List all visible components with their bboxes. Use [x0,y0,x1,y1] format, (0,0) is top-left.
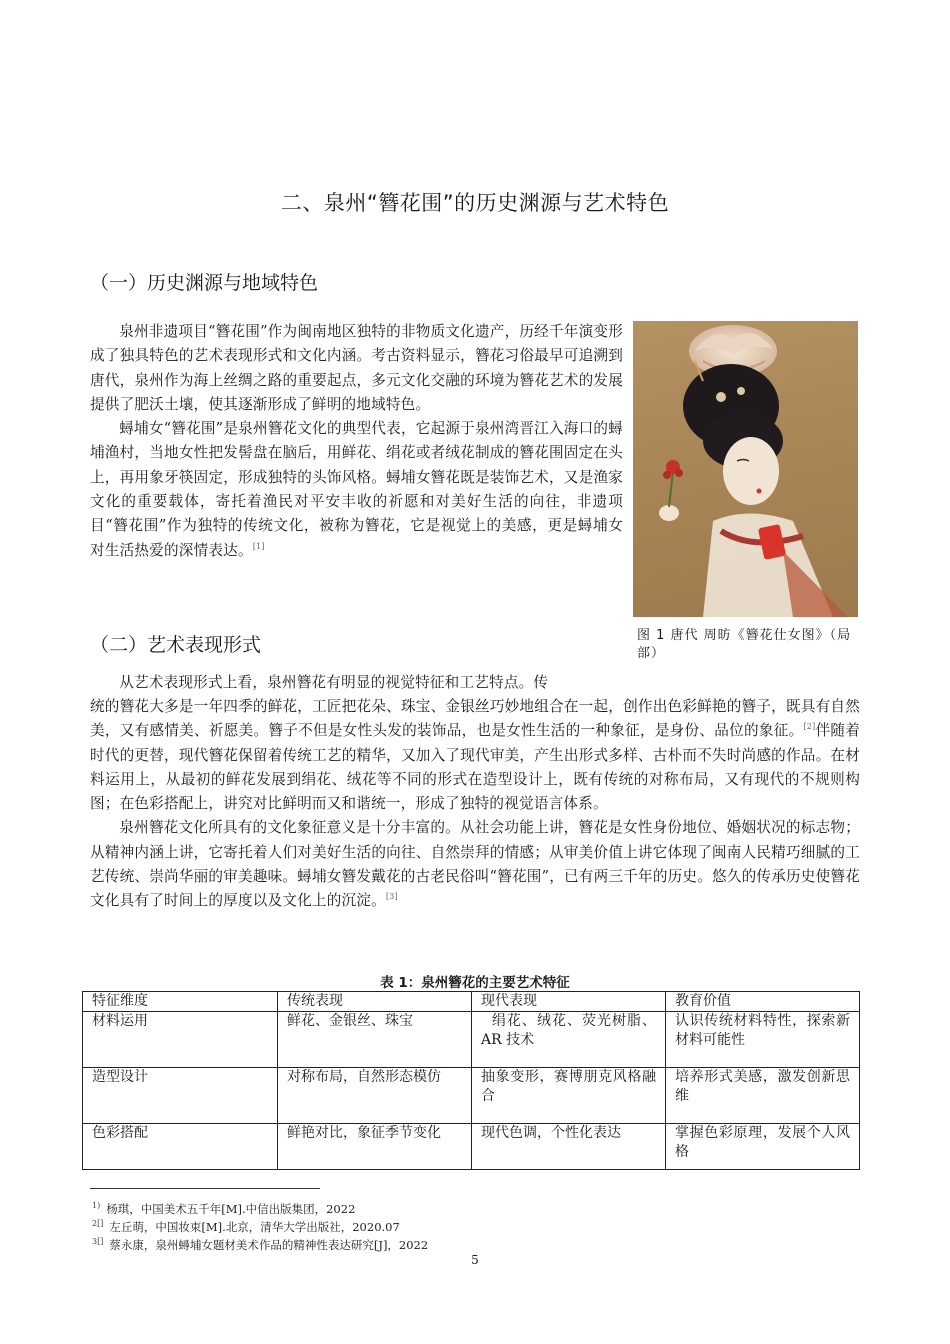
table-row [83,1124,860,1170]
page-title: 二、泉州“簪花围”的历史渊源与艺术特色 [280,191,670,215]
table-row [83,1012,860,1068]
painting-figure [633,321,858,617]
table-header-cell: 教育价值 [666,992,860,1012]
footnote [92,1234,428,1253]
court-lady-painting-illustration [633,321,858,617]
page-number: 5 [471,1253,479,1267]
table-header-cell: 现代表现 [472,992,666,1012]
table-cell: 鲜艳对比，象征季节变化 [278,1124,472,1170]
footnote-mark: 2[] [92,1219,104,1228]
paragraph-text: 泉州簪花文化所具有的文化象征意义是十分丰富的。从社会功能上讲，簪花是女性身份地位、婚姻状况的标志物；从精神内涵上讲，它寄托着人们对美好生活的向往、自然崇拜的情感；从审美价值上讲它体现了闽南人民精巧细腻的工艺传统、崇尚华丽的审美趣味。蟳埔女簪发戴花的古老民俗叫“簪花围”，已有两三千年的历史。悠久的传承历史使簪花文化具有了时间上的厚度以及文化上的沉淀。 [90,819,860,910]
table-row [83,1068,860,1124]
paragraph-text: 蟳埔女“簪花围”是泉州簪花文化的典型代表，它起源于泉州湾晋江入海口的蟳埔渔村，当地女性把发髻盘在脑后，用鲜花、绢花或者绒花制成的簪花围固定在头上，再用象牙筷固定，形成独特的头饰风格。蟳埔女簪花既是装饰艺术，又是渔家文化的重要载体，寄托着渔民对平安丰收的祈愿和对美好生活的向往，非遗项目“簪花围”作为独特的传统文化，被称为簪花，它是视觉上的美感，更是蟳埔女对生活热爱的深情表达。 [90,420,623,559]
table-cell: 绢花、绒花、荧光树脂、AR 技术 [472,1012,666,1068]
paragraph-first-line: 从艺术表现形式上看，泉州簪花有明显的视觉特征和工艺特点。传 [119,674,549,691]
paragraph: 泉州非遗项目“簪花围”作为闽南地区独特的非物质文化遗产，历经千年演变形成了独具特色的艺术表现形式和文化内涵。考古资料显示，簪花习俗最早可追溯到唐代，泉州作为海上丝绸之路的重要起点，多元文化交融的环境为簪花艺术的发展提供了肥沃土壤，使其逐渐形成了鲜明的地域特色。 [90,323,623,413]
table-header-row [83,992,860,1012]
table-cell: 造型设计 [83,1068,278,1124]
footnote-text: 蔡永康，泉州蟳埔女题材美术作品的精神性表达研究[J]，2022 [109,1237,429,1252]
citation-ref: [1] [252,541,265,551]
table-title: 表 1：泉州簪花的主要艺术特征 [380,975,570,991]
paragraph [90,417,623,563]
footnote-text: 左丘萌，中国妆束[M].北京，清华大学出版社，2020.07 [109,1219,400,1234]
citation-ref: [2] [803,722,816,732]
table-header-cell: 特征维度 [83,992,278,1012]
footnote [92,1198,355,1217]
table-cell: 抽象变形，赛博朋克风格融合 [472,1068,666,1124]
footnote [92,1216,400,1235]
section2-body [90,695,860,914]
section2-first-line [90,671,623,695]
paragraph [90,816,860,913]
table-header-cell: 传统表现 [278,992,472,1012]
table-cell: 认识传统材料特性，探索新材料可能性 [666,1012,860,1068]
footnote-text: 杨琪，中国美术五千年[M].中信出版集团，2022 [106,1201,356,1216]
footnote-divider [90,1188,320,1189]
section1-body [90,320,623,563]
table-cell: 培养形式美感，激发创新思维 [666,1068,860,1124]
art-features-table [82,991,860,1170]
table-cell: 色彩搭配 [83,1124,278,1170]
table-cell: 材料运用 [83,1012,278,1068]
table-cell: 现代色调，个性化表达 [472,1124,666,1170]
paragraph-text: 伴随着时代的更替，现代簪花保留着传统工艺的精华，又加入了现代审美，产生出形式多样、古朴而不失时尚感的作品。在材料运用上，从最初的鲜花发展到绢花、绒花等不同的形式在造型设计上，既有传统的对称布局，又有现代的不规则构图；在色彩搭配上，讲究对比鲜明而又和谐统一，形成了独特的视觉语言体系。 [90,722,860,813]
table-cell: 对称布局，自然形态模仿 [278,1068,472,1124]
footnote-mark: 1) [92,1201,101,1210]
paragraph [90,695,860,816]
table-cell: 鲜花、金银丝、珠宝 [278,1012,472,1068]
section-heading-1: （一）历史渊源与地域特色 [90,272,319,294]
section-heading-2: （二）艺术表现形式 [90,634,262,656]
figure-caption: 图 1 唐代 周昉《簪花仕女图》（局部） [637,628,852,661]
footnote-mark: 3[] [92,1237,104,1246]
citation-ref: [3] [385,892,398,902]
table-cell: 掌握色彩原理，发展个人风格 [666,1124,860,1170]
paragraph-text: 统的簪花大多是一年四季的鲜花，工匠把花朵、珠宝、金银丝巧妙地组合在一起，创作出色彩鲜艳的簪子，既具有自然美，又有感情美、祈愿美。簪子不但是女性头发的装饰品，也是女性生活的一种象征，是身份、品位的象征。 [90,698,860,740]
